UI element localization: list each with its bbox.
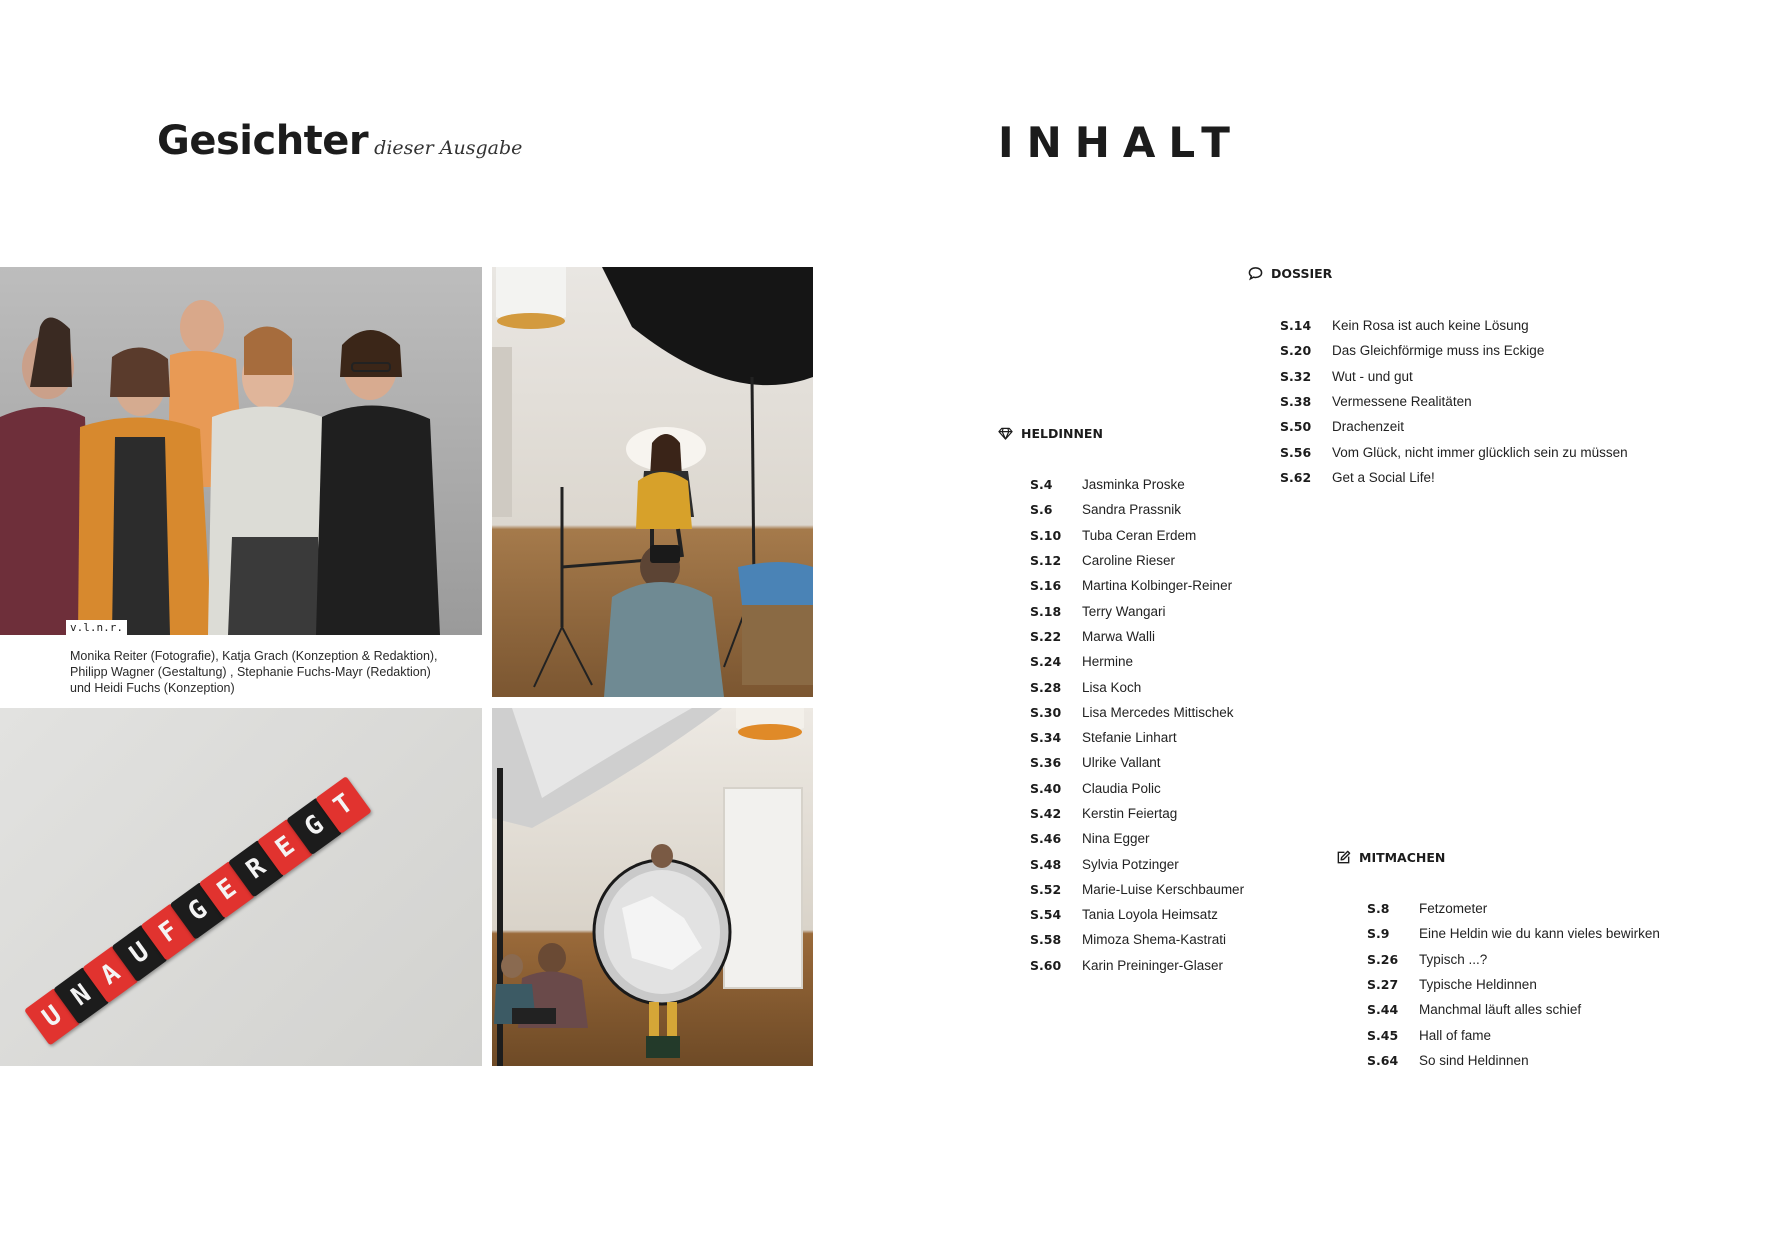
toc-entry[interactable] — [1030, 927, 1244, 952]
toc-entry[interactable] — [1367, 947, 1660, 972]
team-group-photo — [0, 267, 482, 635]
toc-page-number: S.50 — [1280, 419, 1312, 435]
toc-page-number: S.16 — [1030, 578, 1062, 594]
caption-line: Philipp Wagner (Gestaltung) , Stephanie Fuchs-Mayr (Redaktion) — [70, 665, 431, 679]
toc-entry-title: Wut - und gut — [1332, 368, 1413, 384]
toc-page-number: S.34 — [1030, 730, 1062, 746]
toc-entry-title: Nina Egger — [1082, 831, 1150, 847]
reflector-shoot-photo — [492, 708, 813, 1066]
toc-page-number: S.52 — [1030, 881, 1062, 897]
heldinnen-heading-label: HELDINNEN — [1021, 426, 1103, 441]
dossier-heading-label: DOSSIER — [1271, 266, 1333, 281]
mitmachen-heading-label: MITMACHEN — [1359, 850, 1446, 865]
studio-shoot-photo — [492, 267, 813, 697]
toc-page-number: S.26 — [1367, 951, 1399, 967]
toc-entry-title: Vom Glück, nicht immer glücklich sein zu müssen — [1332, 444, 1628, 460]
puzzle-piece: G — [170, 882, 227, 940]
toc-page-number: S.45 — [1367, 1027, 1399, 1043]
toc-entry-title: Hall of fame — [1419, 1027, 1492, 1043]
toc-entry[interactable] — [1030, 674, 1244, 699]
toc-entry[interactable] — [1280, 313, 1628, 338]
toc-entry-title: Kerstin Feiertag — [1082, 806, 1178, 821]
edit-pencil-icon — [1336, 850, 1351, 865]
toc-entry[interactable] — [1367, 921, 1660, 946]
table-of-contents-title: INHALT — [998, 118, 1243, 167]
puzzle-piece: E — [199, 861, 256, 919]
toc-entry-title: Stefanie Linhart — [1082, 730, 1177, 746]
toc-entry-title: Vermessene Realitäten — [1332, 394, 1472, 410]
team-group-illustration — [0, 267, 482, 635]
toc-page-number: S.58 — [1030, 932, 1062, 948]
toc-page-number: S.12 — [1030, 553, 1062, 569]
toc-entry[interactable] — [1030, 953, 1244, 978]
toc-entry-title: Manchmal läuft alles schief — [1419, 1002, 1582, 1018]
toc-entry-title: Jasminka Proske — [1082, 477, 1185, 493]
toc-page-number: S.27 — [1367, 977, 1399, 993]
toc-page-number: S.9 — [1367, 926, 1390, 942]
toc-entry-title: Drachenzeit — [1332, 419, 1405, 435]
toc-entry-title: Martina Kolbinger-Reiner — [1082, 578, 1233, 594]
toc-entry-title: Caroline Rieser — [1082, 553, 1176, 569]
toc-entry[interactable] — [1280, 439, 1628, 464]
toc-entry-title: Eine Heldin wie du kann vieles bewirken — [1419, 926, 1660, 942]
toc-entry-title: Hermine — [1082, 654, 1134, 670]
toc-entry[interactable] — [1030, 902, 1244, 927]
toc-entry-title: Marie-Luise Kerschbaumer — [1082, 881, 1245, 897]
faces-title — [157, 118, 522, 164]
puzzle-piece: N — [53, 967, 110, 1025]
toc-page-number: S.8 — [1367, 901, 1390, 917]
toc-entry[interactable] — [1030, 472, 1244, 497]
diamond-icon — [998, 426, 1013, 441]
toc-entry-title: Typisch ...? — [1419, 951, 1488, 967]
puzzle-piece: R — [228, 840, 285, 898]
toc-page-number: S.54 — [1030, 907, 1062, 923]
toc-entry-title: Lisa Koch — [1082, 679, 1142, 695]
toc-page-number: S.62 — [1280, 469, 1312, 485]
toc-page-number: S.40 — [1030, 780, 1062, 796]
toc-entry-title: Tania Loyola Heimsatz — [1082, 907, 1218, 923]
faces-title-sub: dieser Ausgabe — [374, 137, 523, 159]
toc-entry-title: Tuba Ceran Erdem — [1082, 527, 1197, 543]
toc-entry-title: Terry Wangari — [1082, 603, 1166, 619]
toc-entry[interactable] — [1030, 877, 1244, 902]
toc-page-number: S.36 — [1030, 755, 1062, 771]
toc-entry[interactable] — [1367, 972, 1660, 997]
puzzle-word — [24, 777, 370, 1045]
toc-entry[interactable] — [1030, 801, 1244, 826]
toc-entry-title: Claudia Polic — [1082, 780, 1161, 796]
speech-bubble-icon — [1248, 266, 1263, 281]
toc-page-number: S.44 — [1367, 1002, 1399, 1018]
toc-page-number: S.18 — [1030, 603, 1062, 619]
heldinnen-list — [1030, 472, 1244, 978]
toc-entry[interactable] — [1030, 523, 1244, 548]
toc-entry-title: Lisa Mercedes Mittischek — [1082, 704, 1234, 720]
toc-entry[interactable] — [1280, 465, 1628, 490]
toc-entry-title: Das Gleichförmige muss ins Eckige — [1332, 343, 1545, 359]
toc-entry[interactable] — [1030, 573, 1244, 598]
toc-page-number: S.20 — [1280, 343, 1312, 359]
caption-line: und Heidi Fuchs (Konzeption) — [70, 681, 235, 695]
mitmachen-heading — [1336, 850, 1445, 865]
toc-entry[interactable] — [1030, 826, 1244, 851]
toc-entry-title: Ulrike Vallant — [1082, 755, 1161, 771]
toc-entry[interactable] — [1030, 750, 1244, 775]
toc-page-number: S.10 — [1030, 527, 1062, 543]
toc-entry[interactable] — [1367, 1048, 1660, 1073]
toc-page-number: S.64 — [1367, 1052, 1399, 1068]
puzzle-piece: U — [111, 924, 168, 982]
toc-page-number: S.30 — [1030, 704, 1062, 720]
toc-page-number: S.46 — [1030, 831, 1062, 847]
toc-entry[interactable] — [1030, 497, 1244, 522]
reflector-illustration — [492, 708, 813, 1066]
toc-page-number: S.48 — [1030, 856, 1062, 872]
toc-entry-title: Marwa Walli — [1082, 628, 1156, 644]
toc-entry[interactable] — [1280, 414, 1628, 439]
toc-page-number: S.32 — [1280, 368, 1312, 384]
heldinnen-heading — [998, 426, 1103, 441]
toc-entry[interactable] — [1280, 389, 1628, 414]
toc-entry-title: Fetzometer — [1419, 901, 1488, 917]
puzzle-piece: E — [257, 818, 314, 876]
toc-page-number: S.14 — [1280, 318, 1312, 334]
toc-page-number: S.60 — [1030, 957, 1062, 973]
toc-entry-title: Sylvia Potzinger — [1082, 856, 1179, 872]
toc-page-number: S.42 — [1030, 806, 1062, 821]
studio-illustration — [492, 267, 813, 697]
toc-entry[interactable] — [1030, 776, 1244, 801]
toc-entry-title: So sind Heldinnen — [1419, 1052, 1529, 1068]
toc-entry-title: Mimoza Shema-Kastrati — [1082, 932, 1227, 948]
mitmachen-list — [1367, 896, 1660, 1073]
toc-entry[interactable] — [1030, 649, 1244, 674]
faces-title-main: Gesichter — [157, 118, 369, 164]
dossier-list — [1280, 313, 1628, 490]
toc-entry-title: Get a Social Life! — [1332, 469, 1435, 485]
puzzle-piece: F — [140, 903, 197, 961]
toc-entry-title: Typische Heldinnen — [1419, 977, 1537, 993]
dossier-heading — [1248, 266, 1332, 281]
puzzle-piece: A — [82, 945, 139, 1003]
toc-entry[interactable] — [1280, 338, 1628, 363]
toc-entry[interactable] — [1030, 548, 1244, 573]
toc-entry-title: Kein Rosa ist auch keine Lösung — [1332, 318, 1529, 334]
toc-page-number: S.6 — [1030, 502, 1053, 518]
toc-entry-title: Sandra Prassnik — [1082, 502, 1182, 518]
toc-entry[interactable] — [1030, 598, 1244, 623]
puzzle-piece: T — [315, 776, 372, 834]
puzzle-word-photo — [0, 708, 482, 1066]
toc-entry[interactable] — [1030, 624, 1244, 649]
puzzle-piece: U — [24, 988, 81, 1046]
toc-page-number: S.56 — [1280, 444, 1312, 460]
puzzle-piece: G — [286, 797, 343, 855]
toc-entry[interactable] — [1280, 364, 1628, 389]
toc-entry[interactable] — [1030, 725, 1244, 750]
toc-page-number: S.22 — [1030, 628, 1062, 644]
toc-entry[interactable] — [1367, 896, 1660, 921]
toc-page-number: S.38 — [1280, 394, 1312, 410]
toc-page-number: S.28 — [1030, 679, 1062, 695]
toc-page-number: S.4 — [1030, 477, 1053, 493]
toc-entry[interactable] — [1030, 700, 1244, 725]
caption-line: Monika Reiter (Fotografie), Katja Grach (Konzeption & Redaktion), — [70, 649, 438, 663]
toc-page-number: S.24 — [1030, 654, 1062, 670]
toc-entry[interactable] — [1030, 851, 1244, 876]
toc-entry-title: Karin Preininger-Glaser — [1082, 957, 1224, 973]
toc-entry[interactable] — [1367, 1022, 1660, 1047]
photo-tag: v.l.n.r. — [66, 620, 127, 635]
photo-caption — [70, 648, 470, 696]
toc-entry[interactable] — [1367, 997, 1660, 1022]
